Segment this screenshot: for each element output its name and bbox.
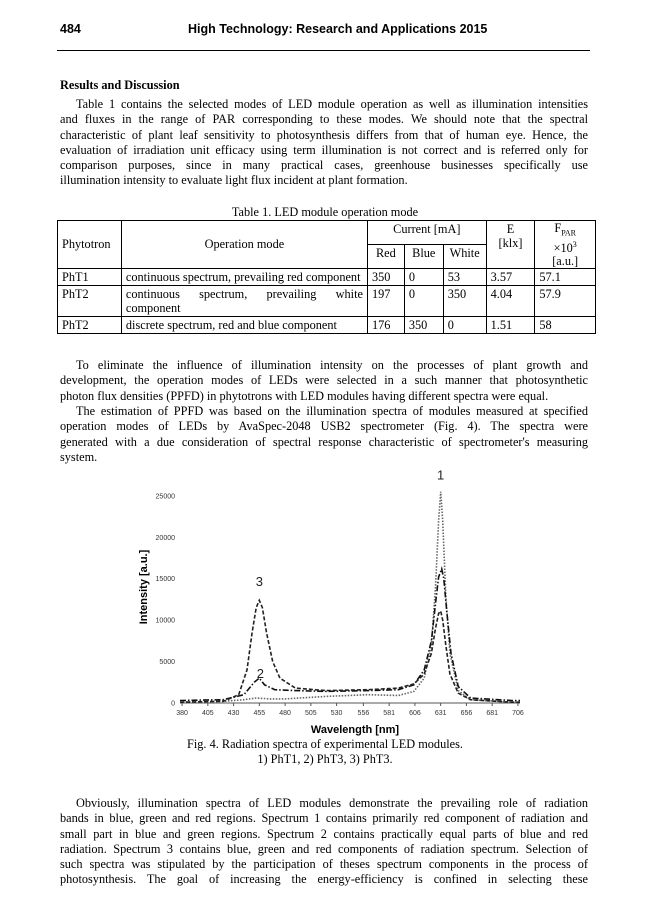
paragraph-2: [60, 358, 588, 404]
cell-blue: 0: [404, 285, 443, 316]
x-tick-label: 581: [383, 710, 395, 717]
running-header: [60, 22, 590, 42]
cell-fpar: 57.9: [535, 285, 596, 316]
paragraph-line: generated with a due consideration of spectral response characteristic of spectrometer's measuring: [60, 434, 588, 449]
paragraph-line: Table 1 contains the selected modes of LED module operation as well as illumination intensities: [76, 97, 588, 111]
fpar-letter: F: [554, 221, 562, 235]
y-tick-label: 20000: [155, 534, 175, 542]
cell-mode: discrete spectrum, red and blue component: [121, 316, 367, 333]
x-tick-label: 606: [409, 710, 421, 717]
x-tick-label: 681: [486, 710, 499, 717]
x-tick-label: 706: [512, 710, 524, 717]
y-tick-label: 10000: [155, 617, 175, 625]
x-tick-label: 480: [279, 710, 291, 717]
x-tick-label: 656: [460, 710, 473, 717]
cell-red: 176: [367, 316, 404, 333]
cell-red: 350: [367, 268, 404, 285]
paragraph-line: such spectra was stipulated by the participation of theses spectrum components in the process of: [60, 857, 588, 872]
paragraph-line: bands in blue, green and red regions. Spectrum 1 contains primarily red component of radiation and: [60, 811, 588, 826]
header-blue: Blue: [404, 244, 443, 268]
paragraph-line: illumination intensity to evaluate light flux incident at plant formation.: [60, 173, 408, 188]
paragraph-line: operation modes of LEDs by AvaSpec-2048 USB2 spectrometer (Fig. 4). The spectra were: [60, 419, 588, 434]
header-red: Red: [367, 244, 404, 268]
y-axis-label: Intensity [a.u.]: [138, 549, 150, 625]
paragraph-line: development, the operation modes of LEDs were selected in a such manner that photosynthetic: [60, 373, 588, 388]
header-current: Current [mA]: [367, 221, 486, 245]
cell-e: 1.51: [486, 316, 535, 333]
x-tick-label: 530: [330, 710, 343, 717]
y-tick-label: 5000: [159, 659, 175, 667]
cell-mode: continuous spectrum, prevailing white component: [121, 285, 367, 316]
figure-caption-line-2: 1) PhT1, 2) PhT3, 3) PhT3.: [257, 752, 393, 767]
cell-red: 197: [367, 285, 404, 316]
series-annotation: 1: [437, 467, 445, 483]
header-e-unit: [klx]: [498, 236, 523, 250]
cell-fpar: 58: [535, 316, 596, 333]
paragraph-line: radiation. Spectrum 3 contains blue, green and red components of radiation spectrum. Selection of: [60, 841, 588, 856]
cell-mode: continuous spectrum, prevailing red component: [121, 268, 367, 285]
series-annotation: 3: [255, 574, 263, 590]
section-heading: Results and Discussion: [60, 78, 180, 92]
cell-white: 350: [443, 285, 486, 316]
series-annotation: 2: [256, 666, 264, 682]
header-e: [486, 221, 535, 269]
cell-e: 4.04: [486, 285, 535, 316]
cell-e: 3.57: [486, 268, 535, 285]
cell-phytotron: PhT2: [58, 285, 122, 316]
paragraph-line: Obviously, illumination spectra of LED modules demonstrate the prevailing role of radiation: [76, 796, 588, 810]
x-tick-label: 505: [305, 710, 317, 717]
fpar-subscript: PAR: [561, 228, 577, 238]
paragraph-line: evaluation of irradiation unit efficacy using term illumination is not correct and is referred only for: [60, 142, 588, 157]
x-tick-label: 380: [176, 710, 188, 717]
header-rule: [57, 50, 590, 51]
paragraph-line: The estimation of PPFD was based on the illumination spectra of modules measured at specified: [76, 404, 588, 418]
cell-blue: 0: [404, 268, 443, 285]
header-fpar-symbol: [539, 222, 591, 239]
header-phytotron: Phytotron: [58, 221, 122, 269]
header-white: White: [443, 244, 486, 268]
header-fpar: [535, 221, 596, 269]
spectrum-chart: [135, 463, 525, 741]
header-fpar-unit: [a.u.]: [552, 253, 579, 268]
x-tick-label: 556: [357, 710, 370, 717]
led-mode-table: [57, 220, 596, 334]
fpar-exp: 3: [572, 240, 577, 250]
figure-caption: [0, 737, 650, 768]
paragraph-line: characteristic of plant leaf sensitivity to photosynthesis differs from that of human eye. Hence, the: [60, 127, 588, 142]
x-tick-label: 631: [434, 710, 447, 717]
x-tick-label: 430: [227, 710, 240, 717]
paragraph-line: system.: [60, 449, 98, 464]
paragraph-line: comparison purposes, since in many practical cases, greenhouse businesses specifically use: [60, 158, 588, 173]
page-number: 484: [60, 22, 81, 36]
figure-caption-line-1: Fig. 4. Radiation spectra of experimental LED modules.: [187, 737, 463, 751]
header-e-symbol: E: [506, 222, 515, 236]
y-tick-label: 25000: [155, 493, 175, 501]
paragraph-1: [60, 97, 588, 189]
y-tick-label: 0: [171, 700, 175, 708]
paragraph-line: and fluxes in the range of PAR corresponding to these modes. We should note that the spectral: [60, 112, 588, 127]
table-row: [58, 316, 596, 333]
spectrum-series-1: [180, 492, 520, 703]
cell-phytotron: PhT2: [58, 316, 122, 333]
cell-white: 0: [443, 316, 486, 333]
spectrum-series-3: [180, 600, 520, 702]
x-tick-label: 405: [201, 710, 214, 717]
paragraph-line: small part in blue and green regions. Spectrum 2 contains practically equal parts of blue and red: [60, 826, 588, 841]
table-header-row: [58, 221, 596, 245]
spectrum-figure: [135, 463, 525, 741]
paragraph-line: To eliminate the influence of illumination intensity on the processes of plant growth and: [76, 358, 588, 372]
y-tick-label: 15000: [155, 576, 175, 584]
paragraph-line: photon flux densities (PPFD) in phytotrons with LED modules having different spectra were equal.: [60, 388, 549, 403]
fpar-mult: ×10: [553, 241, 573, 256]
table-row: [58, 268, 596, 285]
cell-fpar: 57.1: [535, 268, 596, 285]
header-operation-mode: Operation mode: [121, 221, 367, 269]
x-tick-label: 455: [253, 710, 266, 717]
header-fpar-multiplier: [539, 239, 591, 254]
x-axis-label: Wavelength [nm]: [310, 724, 400, 736]
spectrum-series-2: [180, 569, 520, 701]
cell-white: 53: [443, 268, 486, 285]
paragraph-3: [60, 404, 588, 465]
paragraph-4: [60, 796, 588, 888]
cell-blue: 350: [404, 316, 443, 333]
journal-title: High Technology: Research and Applications 2015: [188, 22, 488, 36]
paragraph-line: photosynthesis. The goal of increasing the energy-efficiency is confined in selecting these: [60, 872, 588, 887]
table-caption: Table 1. LED module operation mode: [231, 205, 419, 219]
cell-phytotron: PhT1: [58, 268, 122, 285]
table-row: [58, 285, 596, 316]
